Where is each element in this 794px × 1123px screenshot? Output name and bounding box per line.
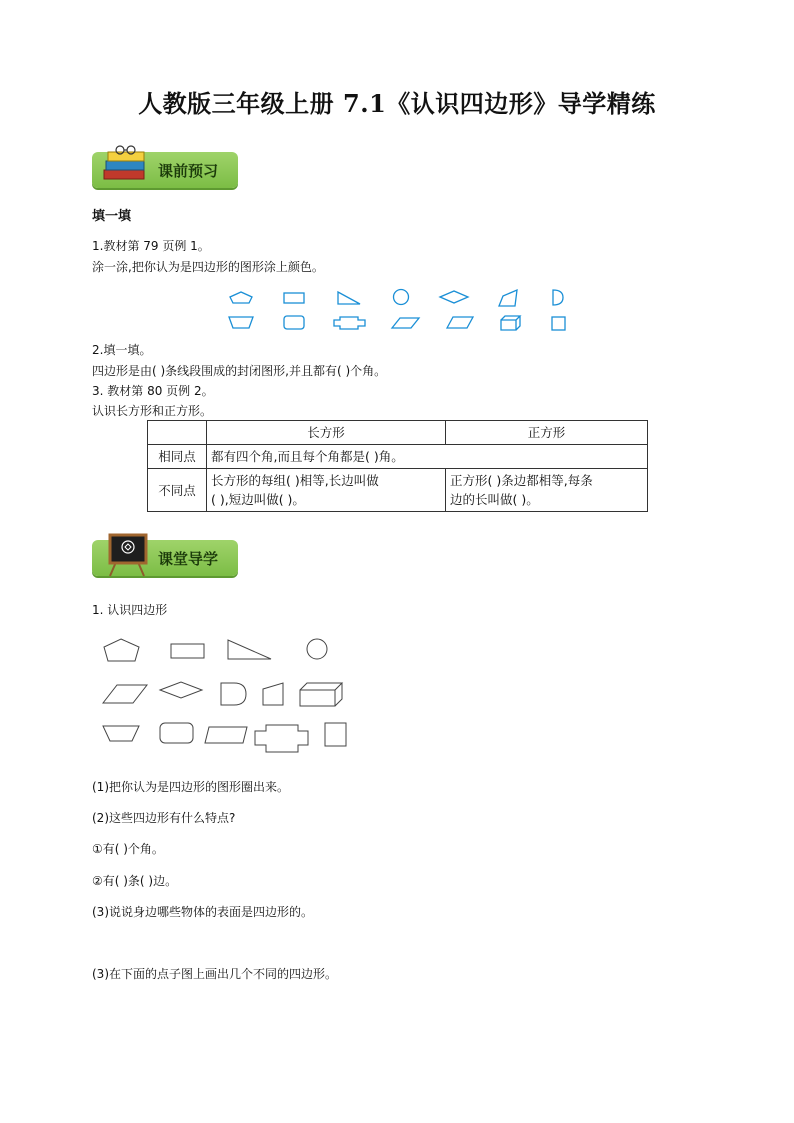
table-header-empty <box>148 421 207 445</box>
page-title: 人教版三年级上册 7.1《认识四边形》导学精练 <box>138 89 656 118</box>
rectangle-shape <box>284 293 304 303</box>
trapezoid-shape <box>103 726 139 741</box>
s2-q1: 1. 认识四边形 <box>92 603 168 617</box>
shapes-to-color <box>220 284 580 336</box>
shapes-to-circle <box>95 628 365 768</box>
row-label-same: 相同点 <box>148 445 207 469</box>
table-header-rectangle: 长方形 <box>207 421 446 445</box>
row-diff-square <box>446 469 648 512</box>
q2-line1: 2.填一填。 <box>92 343 152 357</box>
rhombus-shape <box>440 291 468 303</box>
s2-p3: (3)说说身边哪些物体的表面是四边形的。 <box>92 905 313 919</box>
triangle-shape <box>338 292 360 304</box>
parallelogram-shape <box>392 318 419 328</box>
parallelogram-shape-2 <box>205 727 247 743</box>
rect-square-table <box>147 420 648 512</box>
rounded-rectangle-shape <box>284 316 304 329</box>
s2-p1: (1)把你认为是四边形的图形圈出来。 <box>92 780 289 794</box>
q3-line1: 3. 教材第 80 页例 2。 <box>92 384 214 398</box>
quadrilateral-shape <box>499 290 517 306</box>
q3-line2: 认识长方形和正方形。 <box>92 404 213 418</box>
triangle-shape <box>228 640 271 659</box>
trapezoid-shape <box>229 317 253 328</box>
square-diff-line1: 正方形( )条边都相等,每条 <box>450 473 593 488</box>
q2-line2: 四边形是由( )条线段围成的封闭图形,并且都有( )个角。 <box>92 364 387 378</box>
rect-diff-line1: 长方形的每组( )相等,长边叫做 <box>211 473 379 488</box>
section-banner-preview <box>92 144 238 192</box>
section-banner-classroom <box>92 532 238 580</box>
cross-shape <box>334 317 365 329</box>
quadrilateral-shape <box>263 683 283 705</box>
blackboard-icon <box>102 532 156 578</box>
rhombus-shape <box>160 682 202 698</box>
banner-label: 课前预习 <box>158 162 219 180</box>
books-glasses-icon <box>102 144 156 190</box>
rect-diff-line2: ( ),短边叫做( )。 <box>211 492 305 507</box>
row-same-text: 都有四个角,而且每个角都是( )角。 <box>207 445 648 469</box>
q1-line2: 涂一涂,把你认为是四边形的图形涂上颜色。 <box>92 260 324 274</box>
fill-heading: 填一填 <box>92 209 132 224</box>
pentagon-shape <box>230 292 252 303</box>
s2-p4: (3)在下面的点子图上画出几个不同的四边形。 <box>92 967 337 981</box>
s2-p2b: ②有( )条( )边。 <box>92 874 178 888</box>
rectangle-shape <box>171 644 204 658</box>
square-shape <box>325 723 346 746</box>
circle-shape <box>394 290 409 305</box>
banner-label: 课堂导学 <box>158 550 219 568</box>
square-shape <box>552 317 565 330</box>
row-label-diff: 不同点 <box>148 469 207 512</box>
semicircle-shape <box>221 683 246 705</box>
circle-shape <box>307 639 327 659</box>
q1-line1: 1.教材第 79 页例 1。 <box>92 239 210 253</box>
square-diff-line2: 边的长叫做( )。 <box>450 492 539 507</box>
table-header-square: 正方形 <box>446 421 648 445</box>
row-diff-rectangle <box>207 469 446 512</box>
cube-shape <box>501 316 520 330</box>
semicircle-shape <box>553 290 563 305</box>
s2-p2a: ①有( )个角。 <box>92 842 164 856</box>
rounded-rectangle-shape <box>160 723 193 743</box>
parallelogram-shape-2 <box>447 317 473 328</box>
cube-shape <box>300 683 342 706</box>
parallelogram-shape <box>103 685 147 703</box>
s2-p2: (2)这些四边形有什么特点? <box>92 811 236 825</box>
cross-shape <box>255 725 308 752</box>
pentagon-shape <box>104 639 139 661</box>
